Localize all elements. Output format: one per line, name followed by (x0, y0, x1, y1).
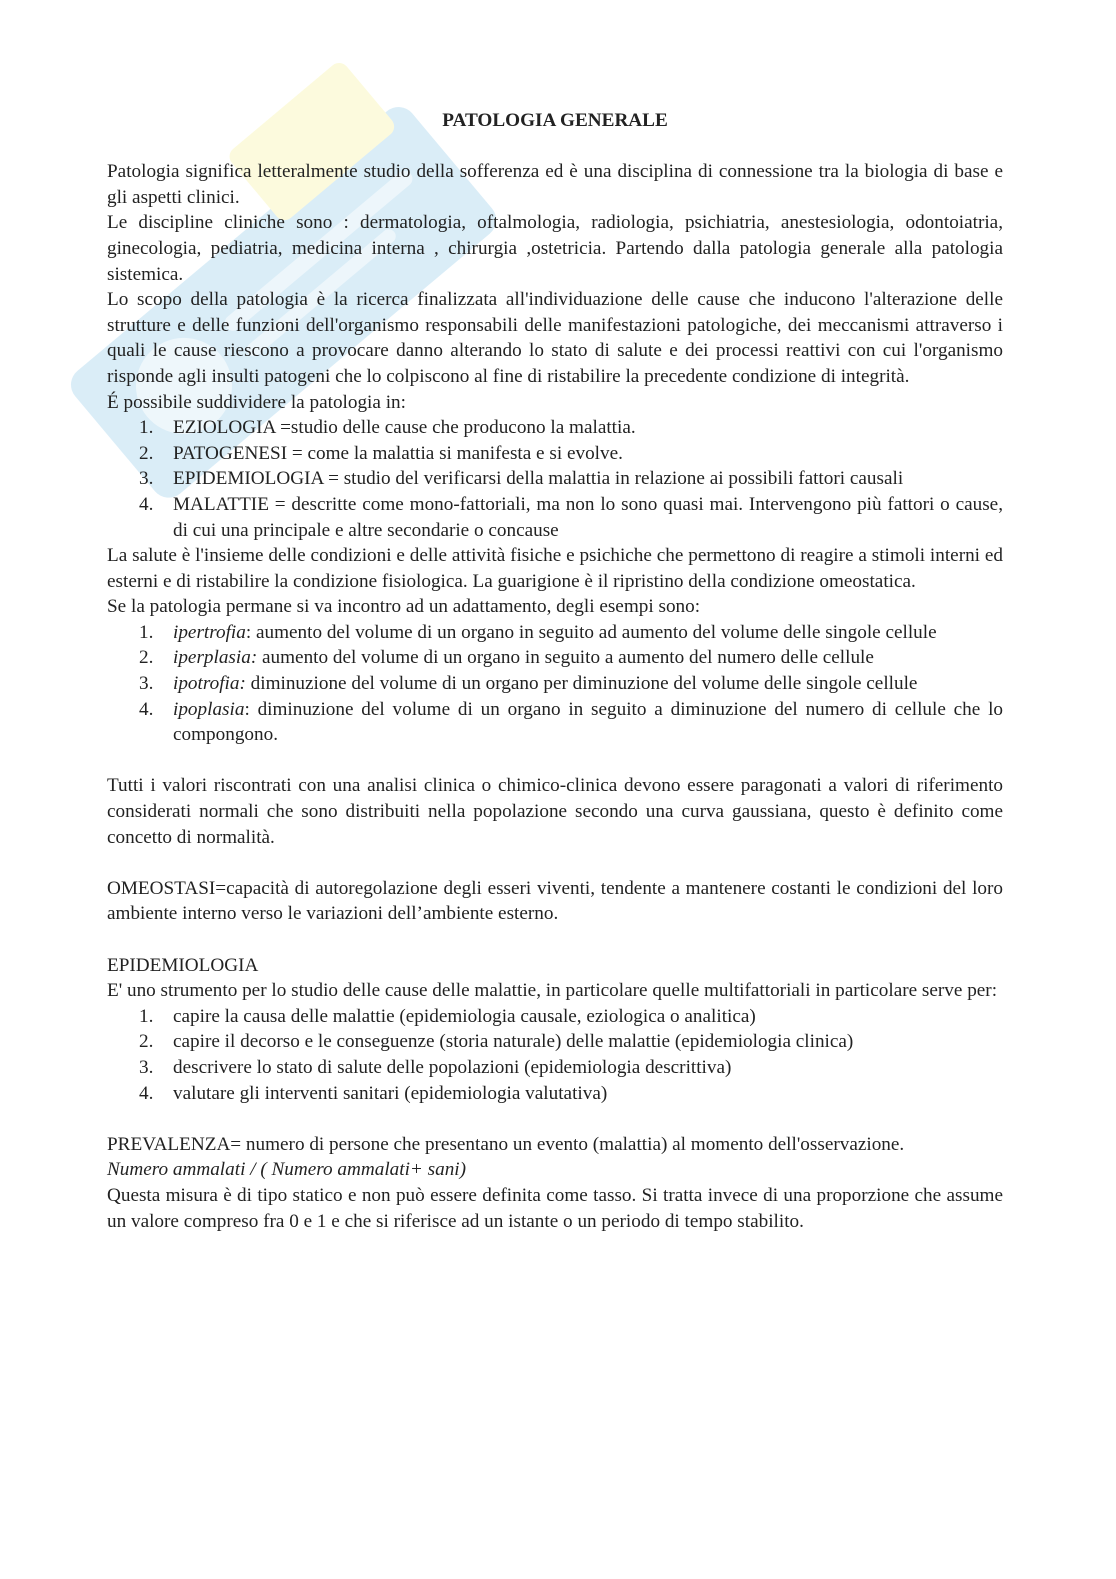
list-item: 2. capire il decorso e le conseguenze (storia naturale) delle malattie (epidemiologia clinica) (139, 1031, 854, 1053)
list-item: 4. ipoplasia: diminuzione del volume di un organo in seguito a diminuzione del numero di cellule che lo compongono. (139, 698, 1003, 746)
list-item: 3. ipotrofia: diminuzione del volume di un organo per diminuzione del volume delle singole cellule (139, 673, 918, 695)
intro-paragraph-4: É possibile suddividere la patologia in: (107, 391, 406, 413)
list-item: 2. PATOGENESI = come la malattia si manifesta e si evolve. (139, 442, 623, 464)
list-item: 3. descrivere lo stato di salute delle popolazioni (epidemiologia descrittiva) (139, 1056, 732, 1078)
document-title: PATOLOGIA GENERALE (442, 110, 668, 131)
epidemiology-heading: EPIDEMIOLOGIA (107, 954, 259, 976)
spacer (107, 748, 1003, 774)
epidemiology-paragraph: E' uno strumento per lo studio delle cause delle malattie, in particolare quelle multifattoriali in particolare serve per: (107, 980, 998, 1002)
subdivisions-list (107, 415, 1003, 543)
prevalence-formula: Numero ammalati / ( Numero ammalati+ sani) (107, 1159, 467, 1181)
intro-paragraph-2: Le discipline cliniche sono : dermatologia, oftalmologia, radiologia, psichiatria, anestesiologia, odontoiatria, ginecologia, pediatria, medicina interna , chirurgia ,ostetricia. Partendo dalla patologia generale alla patologia sistemica. (107, 212, 1003, 285)
spacer (107, 1106, 1003, 1132)
homeostasis-paragraph: OMEOSTASI=capacità di autoregolazione degli esseri viventi, tendente a mantenere costanti le condizioni del loro ambiente interno verso le variazioni dell’ambiente esterno. (107, 877, 1003, 925)
list-item: 2. iperplasia: aumento del volume di un organo in seguito a aumento del numero delle cellule (139, 647, 874, 669)
document-body (107, 108, 1003, 1234)
spacer (107, 927, 1003, 953)
list-item: 4. valutare gli interventi sanitari (epidemiologia valutativa) (139, 1082, 608, 1104)
list-item: 1. ipertrofia: aumento del volume di un organo in seguito ad aumento del volume delle singole cellule (139, 621, 937, 643)
normality-paragraph: Tutti i valori riscontrati con una analisi clinica o chimico-clinica devono essere paragonati a valori di riferimento considerati normali che sono distribuiti nella popolazione secondo una curva gaussiana, questo è definito come concetto di normalità. (107, 775, 1003, 848)
intro-paragraph-3: Lo scopo della patologia è la ricerca finalizzata all'individuazione delle cause che inducono l'alterazione delle strutture e delle funzioni dell'organismo responsabili delle manifestazioni patologiche, dei meccanismi attraverso i quali le cause riescono a provocare danno alterando lo stato di salute e dei processi reattivi con cui l'organismo risponde agli insulti patogeni che lo colpiscono al fine di ristabilire la precedente condizione di integrità. (107, 289, 1003, 387)
list-item: 1. capire la causa delle malattie (epidemiologia causale, eziologica o analitica) (139, 1005, 756, 1027)
list-item: 4. MALATTIE = descritte come mono-fattoriali, ma non lo sono quasi mai. Intervengono più fattori o cause, di cui una principale e altre secondarie o concause (139, 493, 1003, 541)
adaptations-list (107, 620, 1003, 748)
health-paragraph: La salute è l'insieme delle condizioni e delle attività fisiche e psichiche che permettono di reagire a stimoli interni ed esterni e di ristabilire la condizione fisiologica. La guarigione è il ripristino della condizione omeostatica. (107, 545, 1003, 592)
intro-paragraph-1: Patologia significa letteralmente studio della sofferenza ed è una disciplina di connessione tra la biologia di base e gli aspetti clinici. (107, 161, 1003, 208)
prevalence-paragraph: PREVALENZA= numero di persone che presentano un evento (malattia) al momento dell'osservazione. (107, 1133, 905, 1155)
adaptation-intro: Se la patologia permane si va incontro ad un adattamento, degli esempi sono: (107, 596, 701, 618)
epidemiology-list (107, 1004, 1003, 1106)
list-item: 1. EZIOLOGIA =studio delle cause che producono la malattia. (139, 417, 636, 439)
spacer (107, 850, 1003, 876)
list-item: 3. EPIDEMIOLOGIA = studio del verificarsi della malattia in relazione ai possibili fattori causali (139, 468, 904, 490)
prevalence-note: Questa misura è di tipo statico e non può essere definita come tasso. Si tratta invece di una proporzione che assume un valore compreso fra 0 e 1 e che si riferisce ad un istante o un periodo di tempo stabilito. (107, 1184, 1003, 1232)
